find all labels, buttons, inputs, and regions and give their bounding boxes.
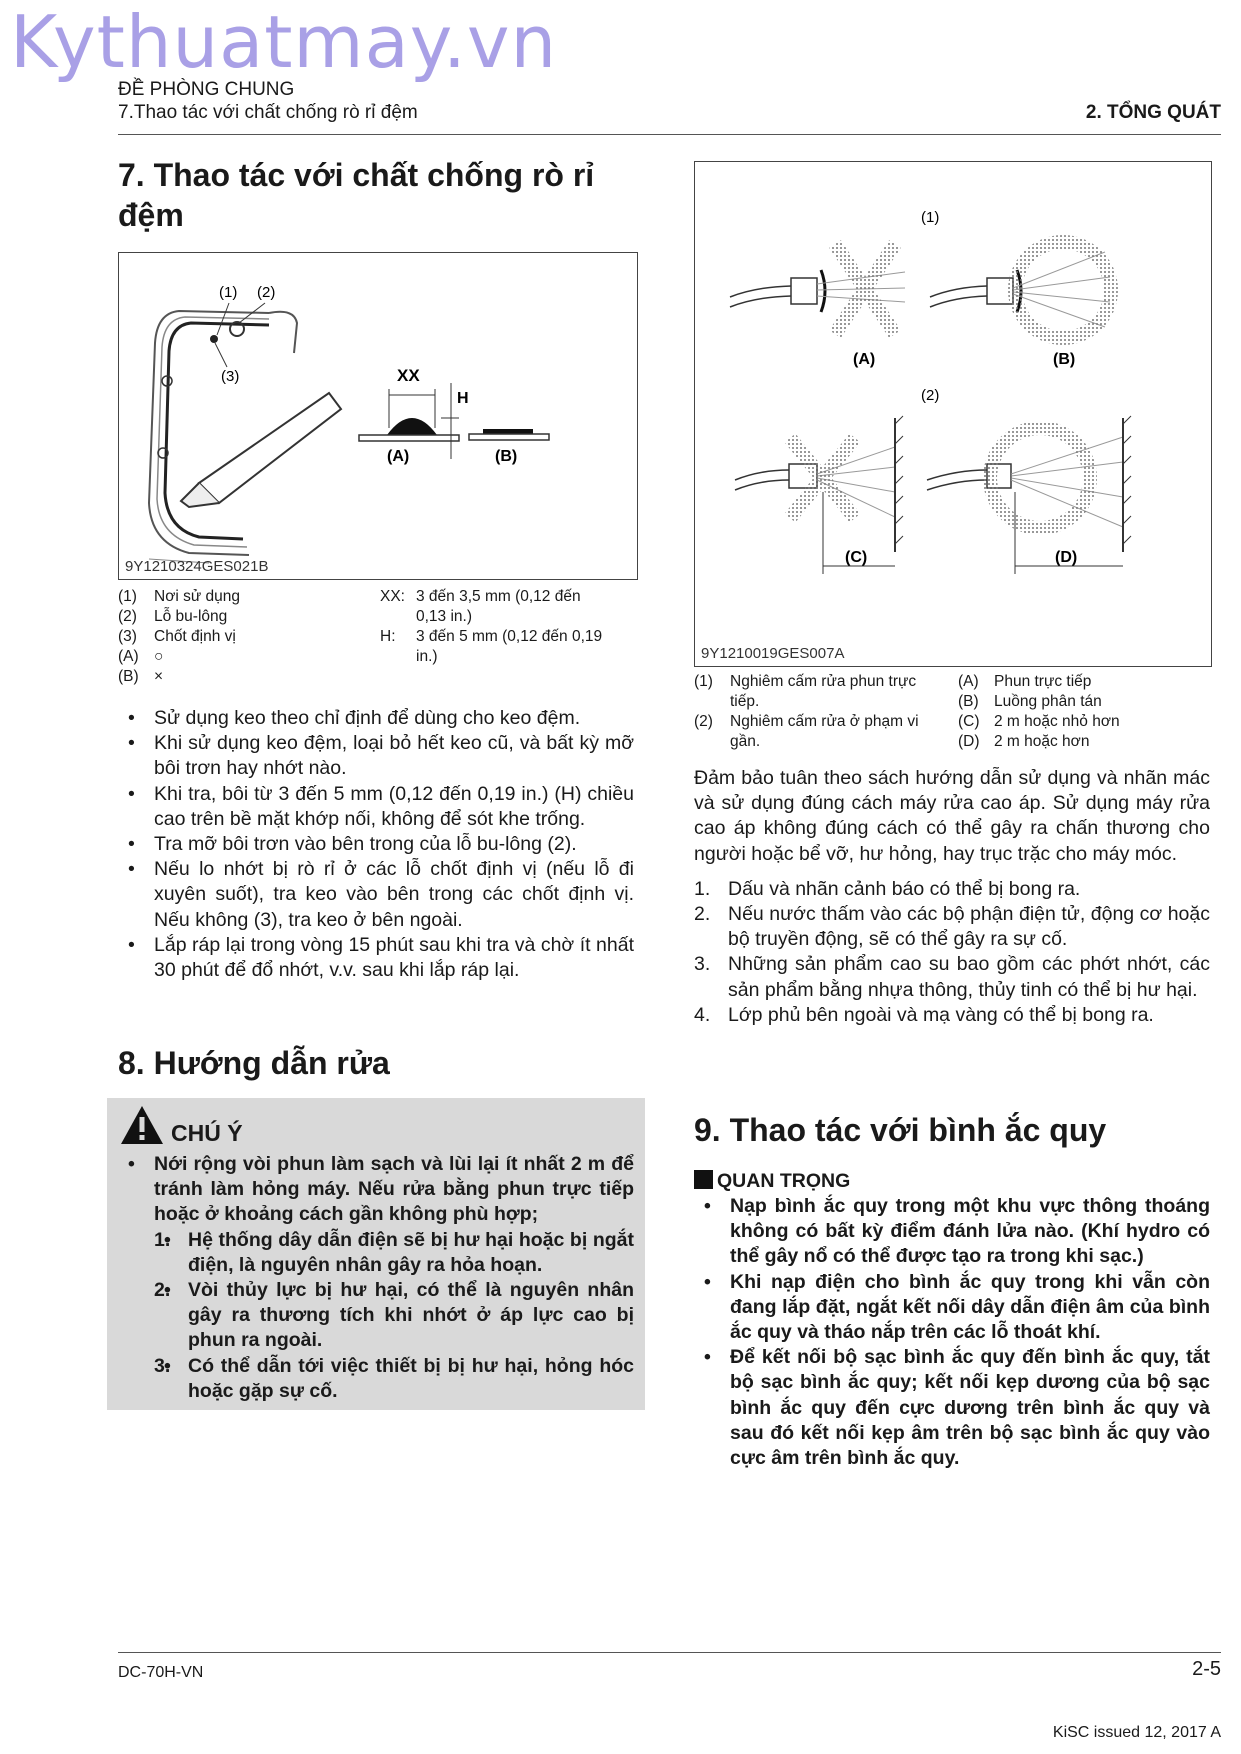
list-item xyxy=(694,877,1210,902)
fig2-label-d: (D) xyxy=(1055,549,1078,566)
fig2-label-b: (B) xyxy=(1053,351,1076,368)
important-heading xyxy=(694,1170,850,1193)
legend-value: 2 m hoặc hơn xyxy=(994,733,1090,750)
washing-body xyxy=(694,766,1210,1028)
caution-body xyxy=(118,1152,634,1404)
list-item: • Tra mỡ bôi trơn vào bên trong của lỗ bu-lông (2). xyxy=(118,832,634,857)
legend-value: Phun trực tiếp xyxy=(994,673,1092,690)
legend-value: Nghiêm cấm rửa ở phạm vi gần. xyxy=(730,713,919,750)
item-text: Lớp phủ bên ngoài và mạ vàng có thể bị bong ra. xyxy=(728,1003,1154,1026)
washing-figure xyxy=(694,161,1212,667)
list-item: • Nạp bình ắc quy trong một khu vực thông thoáng không có bất kỳ điểm đánh lửa nào. (Khí hydro có thể gây nổ có thể được tạo ra trong khi sạc.) xyxy=(694,1194,1210,1270)
figure-code: 9Y1210019GES007A xyxy=(701,645,845,662)
sealant-diagram xyxy=(119,253,637,579)
section-8-title: 8. Hướng dẫn rửa xyxy=(118,1045,390,1081)
legend-key: (A) xyxy=(118,648,139,665)
legend-key: (A) xyxy=(958,673,979,690)
list-item: • Nếu lo nhớt bị rò rỉ ở các lỗ chốt định vị (nếu lỗ đi xuyên suốt), tra keo vào bên trong các chốt định vị. Nếu không (3), tra keo ở bên ngoài. xyxy=(118,857,634,933)
caution-item xyxy=(154,1278,634,1354)
legend-key: XX: xyxy=(380,588,405,605)
header-category: ĐỀ PHÒNG CHUNG xyxy=(118,79,295,100)
list-item: • Để kết nối bộ sạc bình ắc quy đến bình ắc quy, tắt bộ sạc bình ắc quy; kết nối kẹp dương của bộ sạc bình ắc quy đến cực dương trên bình ắc quy và sau đó kết nối kẹp âm trên bộ sạc bình ắc quy vào cực âm trên bình ắc quy. xyxy=(694,1345,1210,1471)
legend-key: (2) xyxy=(118,608,137,625)
legend-key: (1) xyxy=(694,673,713,690)
header-subtitle: 7.Thao tác với chất chống rò rỉ đệm xyxy=(118,102,418,123)
item-number: 1. xyxy=(694,877,711,900)
legend-value: × xyxy=(154,668,164,685)
legend-key: (2) xyxy=(694,713,713,730)
item-number: 3. xyxy=(694,953,711,976)
header-section: 2. TỔNG QUÁT xyxy=(1085,102,1221,123)
figure-code: 9Y1210324GES021B xyxy=(125,558,269,575)
sealant-figure xyxy=(118,252,638,580)
caution-box xyxy=(107,1098,645,1410)
list-item: • Sử dụng keo theo chỉ định để dùng cho keo đệm. xyxy=(118,706,634,731)
legend-key: (B) xyxy=(118,668,139,685)
item-text: Nếu nước thấm vào các bộ phận điện tử, động cơ hoặc bộ truyền động, sẽ có thể gây ra sự cố. xyxy=(728,903,1210,951)
list-item: • Lắp ráp lại trong vòng 15 phút sau khi tra và chờ ít nhất 30 phút để đổ nhớt, v.v. sau khi lắp ráp lại. xyxy=(118,933,634,983)
item-text: Vòi thủy lực bị hư hại, có thể là nguyên nhân gây ra thương tích khi nhớt ở áp lực cao bị phun ra ngoài. xyxy=(188,1279,634,1352)
fig1-label-h: H xyxy=(457,390,469,407)
legend-value: ○ xyxy=(154,648,164,665)
caution-item xyxy=(154,1228,634,1278)
fig1-label-b: (B) xyxy=(495,448,518,465)
list-item: • Khi tra, bôi từ 3 đến 5 mm (0,12 đến 0,19 in.) (H) chiều cao trên bề mặt khớp nối, không để sót khe trống. xyxy=(118,782,634,832)
caution-bullet xyxy=(118,1152,634,1404)
sealant-legend-left xyxy=(118,587,358,687)
legend-value: Nghiêm cấm rửa phun trực tiếp. xyxy=(730,673,917,710)
legend-key: (B) xyxy=(958,693,979,710)
legend-value: Lỗ bu-lông xyxy=(154,608,228,625)
list-item xyxy=(694,952,1210,1002)
item-number: • 2. xyxy=(154,1279,171,1302)
legend-value: 3 đến 5 mm (0,12 đến 0,19 in.) xyxy=(416,628,603,665)
item-number: • 3. xyxy=(154,1354,171,1377)
warning-icon xyxy=(119,1104,165,1146)
issue-info: KiSC issued 12, 2017 A xyxy=(1052,1724,1221,1741)
item-number: • 1. xyxy=(154,1228,171,1251)
washing-legend-right xyxy=(958,672,1208,752)
legend-value: Luồng phân tán xyxy=(994,693,1102,710)
legend-key: (3) xyxy=(118,628,137,645)
fig1-label-1: (1) xyxy=(219,284,238,301)
fig1-label-2: (2) xyxy=(257,284,276,301)
fig1-label-xx: XX xyxy=(397,366,420,385)
legend-value: Chốt định vị xyxy=(154,628,236,645)
legend-key: (C) xyxy=(958,713,980,730)
page-number: 2-5 xyxy=(1192,1658,1221,1680)
legend-key: H: xyxy=(380,628,396,645)
washing-intro: Đảm bảo tuân theo sách hướng dẫn sử dụng và nhãn mác và sử dụng đúng cách máy rửa cao áp. Sử dụng máy rửa cao áp không đúng cách có thể gây ra chấn thương cho người hoặc bể vỡ, hư hỏng, hay trục trặc cho máy móc. xyxy=(694,767,1210,865)
section-9-title: 9. Thao tác với bình ắc quy xyxy=(694,1112,1107,1148)
important-body xyxy=(694,1194,1210,1471)
fig1-label-a: (A) xyxy=(387,448,410,465)
square-icon xyxy=(694,1170,713,1189)
footer-doc-code: DC-70H-VN xyxy=(118,1664,204,1681)
watermark-text: Kythuatmay.vn xyxy=(10,0,558,84)
caution-bullet-text: Nới rộng vòi phun làm sạch và lùi lại ít nhất 2 m để tránh làm hỏng máy. Nếu rửa bằng phun trực tiếp hoặc ở khoảng cách gần không phù hợp; xyxy=(154,1153,634,1226)
caution-title: CHÚ Ý xyxy=(171,1120,243,1146)
list-item: • Khi nạp điện cho bình ắc quy trong khi vẫn còn đang lắp đặt, ngắt kết nối dây dẫn điện âm của bình ắc quy và tháo nắp trên các lỗ thoát khí. xyxy=(694,1270,1210,1346)
fig1-label-3: (3) xyxy=(221,368,240,385)
item-number: 4. xyxy=(694,1003,711,1026)
footer-divider xyxy=(118,1652,1221,1653)
sealant-legend-right xyxy=(380,587,610,667)
item-text: Có thể dẫn tới việc thiết bị bị hư hại, hỏng hóc hoặc gặp sự cố. xyxy=(188,1354,634,1402)
legend-value: Nơi sử dụng xyxy=(154,588,241,605)
caution-item xyxy=(154,1354,634,1404)
header-divider xyxy=(118,134,1221,135)
fig2-label-a: (A) xyxy=(853,351,876,368)
section-7-title: 7. Thao tác với chất chống rò rỉ đệm xyxy=(118,157,595,233)
fig2-label-2: (2) xyxy=(921,387,940,404)
item-text: Hệ thống dây dẫn điện sẽ bị hư hại hoặc bị ngắt điện, là nguyên nhân gây ra hỏa hoạn. xyxy=(188,1228,634,1276)
item-text: Những sản phẩm cao su bao gồm các phớt nhớt, các sản phẩm bằng nhựa thông, thủy tinh có thể bị hư hại. xyxy=(728,953,1210,1001)
legend-value: 3 đến 3,5 mm (0,12 đến 0,13 in.) xyxy=(416,588,581,625)
legend-key: (1) xyxy=(118,588,137,605)
list-item: • Khi sử dụng keo đệm, loại bỏ hết keo cũ, và bất kỳ mỡ bôi trơn hay nhớt nào. xyxy=(118,731,634,781)
fig2-label-c: (C) xyxy=(845,549,868,566)
washing-legend-left xyxy=(694,672,944,752)
important-label: QUAN TRỌNG xyxy=(717,1170,851,1192)
legend-value: 2 m hoặc nhỏ hơn xyxy=(994,713,1120,730)
list-item xyxy=(694,902,1210,952)
item-text: Dấu và nhãn cảnh báo có thể bị bong ra. xyxy=(728,877,1081,900)
fig2-label-1: (1) xyxy=(921,209,940,226)
legend-key: (D) xyxy=(958,733,980,750)
item-number: 2. xyxy=(694,903,711,926)
washing-diagram xyxy=(695,162,1211,666)
list-item xyxy=(694,1003,1210,1028)
section-7-body xyxy=(118,706,634,983)
